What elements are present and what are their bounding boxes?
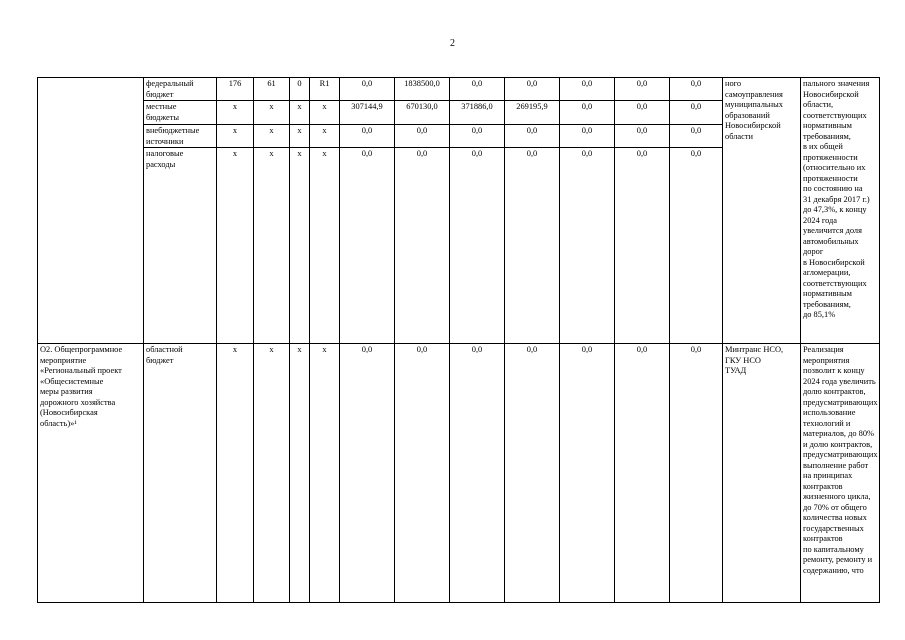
value-cell: х xyxy=(217,125,254,148)
measure-name-cell-line: дорожного хозяйства xyxy=(40,397,116,407)
value-cell: 0,0 xyxy=(505,148,560,344)
result-cell-line: нормативным xyxy=(803,121,852,130)
result-cell-line: 2024 года xyxy=(803,215,837,225)
result-cell-line: контрактов xyxy=(803,534,843,543)
executor-cell-line: самоуправления xyxy=(725,89,783,99)
result-cell-line: в Новосибирской xyxy=(803,257,865,267)
page-number: 2 xyxy=(450,38,455,49)
value-cell: 0,0 xyxy=(450,148,505,344)
value-cell: 0,0 xyxy=(395,344,450,603)
value-cell: х xyxy=(310,125,340,148)
value-cell: 0,0 xyxy=(615,148,670,344)
result-cell xyxy=(801,78,880,344)
value-cell: 0,0 xyxy=(450,344,505,603)
result-cell-line: соответствующих xyxy=(803,110,867,120)
measure-name-cell-line: мероприятие xyxy=(40,355,87,365)
result-cell-line: требованиям, xyxy=(803,131,851,141)
result-cell-line: протяженности xyxy=(803,173,858,183)
result-cell-line: по капитальному xyxy=(803,544,864,554)
value-cell: 0,0 xyxy=(615,125,670,148)
result-cell-line: мероприятия xyxy=(803,355,850,365)
value-cell: R1 xyxy=(310,78,340,101)
value-cell: 670130,0 xyxy=(395,101,450,125)
result-cell-line: выполнение работ xyxy=(803,460,869,470)
value-cell: 0,0 xyxy=(450,78,505,101)
result-cell-line: области, xyxy=(803,100,834,109)
result-cell-line: до 47,3%, к концу xyxy=(803,205,867,214)
result-cell-line: 31 декабря 2017 г.) xyxy=(803,194,870,204)
result-cell-line: до 85,1% xyxy=(803,310,836,319)
value-cell: х xyxy=(310,148,340,344)
value-cell: 61 xyxy=(254,78,290,101)
result-cell-line: по состоянию на xyxy=(803,184,863,193)
value-cell: 0,0 xyxy=(670,125,723,148)
result-cell-line: содержанию, что xyxy=(803,565,864,575)
value-cell: 0,0 xyxy=(450,125,505,148)
result-cell-line: жизненного цикла, xyxy=(803,492,871,501)
value-cell: х xyxy=(217,101,254,125)
result-cell-line: контрактов xyxy=(803,481,843,491)
value-cell: 269195,9 xyxy=(505,101,560,125)
value-cell: х xyxy=(254,101,290,125)
value-cell: 0,0 xyxy=(505,78,560,101)
executor-cell xyxy=(723,344,801,603)
value-cell: х xyxy=(290,148,310,344)
value-cell: 0,0 xyxy=(670,148,723,344)
executor-cell-line: образований xyxy=(725,110,770,120)
program-table xyxy=(37,77,880,603)
funding-source-cell: областной бюджет xyxy=(144,344,217,603)
result-cell-line: нормативным xyxy=(803,289,852,298)
value-cell: 1838500,0 xyxy=(395,78,450,101)
measure-name-cell xyxy=(38,78,144,344)
executor-cell-line: Новосибирской xyxy=(725,121,781,130)
result-cell-line: 2024 года увеличить xyxy=(803,376,876,386)
value-cell: 0,0 xyxy=(505,344,560,603)
value-cell: х xyxy=(310,344,340,603)
value-cell: 0,0 xyxy=(395,148,450,344)
result-cell-line: Реализация xyxy=(803,345,844,354)
result-cell-line: Новосибирской xyxy=(803,89,859,99)
measure-name-cell-line: О2. Общепрограммное xyxy=(40,345,123,354)
result-cell-line: государственных xyxy=(803,523,864,533)
result-cell-line: материалов, до 80% xyxy=(803,429,874,438)
result-cell-line: (относительно их xyxy=(803,163,866,172)
value-cell: х xyxy=(254,125,290,148)
value-cell: х xyxy=(290,344,310,603)
value-cell: 0,0 xyxy=(560,101,615,125)
result-cell-line: автомобильных xyxy=(803,236,859,246)
result-cell-line: и долю контрактов, xyxy=(803,439,873,449)
measure-name-cell-line: «Общесистемные xyxy=(40,376,104,386)
funding-source-cell: местные бюджеты xyxy=(144,101,217,125)
value-cell: 0,0 xyxy=(670,101,723,125)
value-cell: х xyxy=(310,101,340,125)
value-cell: 0,0 xyxy=(340,148,395,344)
value-cell: 0,0 xyxy=(560,344,615,603)
value-cell: 0 xyxy=(290,78,310,101)
value-cell: 0,0 xyxy=(615,344,670,603)
value-cell: 0,0 xyxy=(560,148,615,344)
value-cell: х xyxy=(217,344,254,603)
result-cell-line: до 70% от общего xyxy=(803,502,867,512)
value-cell: 0,0 xyxy=(560,78,615,101)
funding-source-cell: налоговые расходы xyxy=(144,148,217,344)
executor-cell xyxy=(723,78,801,344)
result-cell-line: на принципах xyxy=(803,471,853,480)
value-cell: 0,0 xyxy=(340,344,395,603)
executor-cell-line: ГКУ НСО xyxy=(725,355,761,365)
measure-name-cell-line: область)»¹ xyxy=(40,418,77,428)
funding-source-cell: федеральный бюджет xyxy=(144,78,217,101)
value-cell: 0,0 xyxy=(615,101,670,125)
result-cell-line: ремонту, ремонту и xyxy=(803,555,873,564)
result-cell-line: пального значения xyxy=(803,79,870,88)
executor-cell-line: ного xyxy=(725,79,742,88)
result-cell-line: увеличится доля xyxy=(803,226,862,235)
result-cell-line: протяженности xyxy=(803,152,858,162)
measure-name-cell-line: меры развития xyxy=(40,387,93,396)
value-cell: 0,0 xyxy=(505,125,560,148)
result-cell-line: агломерации, xyxy=(803,268,851,277)
value-cell: 0,0 xyxy=(395,125,450,148)
executor-cell-line: Минтранс НСО, xyxy=(725,345,784,354)
result-cell-line: количества новых xyxy=(803,513,867,522)
value-cell: 307144,9 xyxy=(340,101,395,125)
result-cell-line: долю контрактов, xyxy=(803,387,866,396)
result-cell-line: предусматривающих xyxy=(803,450,878,459)
value-cell: х xyxy=(290,125,310,148)
result-cell-line: в их общей xyxy=(803,142,843,151)
value-cell: х xyxy=(290,101,310,125)
value-cell: 176 xyxy=(217,78,254,101)
result-cell-line: предусматривающих xyxy=(803,397,878,407)
value-cell: х xyxy=(217,148,254,344)
funding-source-cell: внебюджетные источники xyxy=(144,125,217,148)
result-cell-line: позволит к концу xyxy=(803,366,865,375)
value-cell: х xyxy=(254,148,290,344)
executor-cell-line: ТУАД xyxy=(725,366,747,375)
value-cell: 0,0 xyxy=(670,78,723,101)
value-cell: 0,0 xyxy=(340,125,395,148)
result-cell-line: технологий и xyxy=(803,418,851,428)
value-cell: 0,0 xyxy=(615,78,670,101)
executor-cell-line: области xyxy=(725,131,753,141)
value-cell: 0,0 xyxy=(560,125,615,148)
executor-cell-line: муниципальных xyxy=(725,100,783,109)
value-cell: 371886,0 xyxy=(450,101,505,125)
result-cell-line: соответствующих xyxy=(803,278,867,288)
value-cell: 0,0 xyxy=(340,78,395,101)
measure-name-cell xyxy=(38,344,144,603)
table-row xyxy=(38,78,880,101)
result-cell-line: требованиям, xyxy=(803,299,851,309)
table-row xyxy=(38,344,880,603)
value-cell: х xyxy=(254,344,290,603)
value-cell: 0,0 xyxy=(670,344,723,603)
measure-name-cell-line: «Региональный проект xyxy=(40,366,122,375)
result-cell-line: использование xyxy=(803,408,856,417)
result-cell xyxy=(801,344,880,603)
result-cell-line: дорог xyxy=(803,247,824,256)
measure-name-cell-line: (Новосибирская xyxy=(40,408,98,417)
